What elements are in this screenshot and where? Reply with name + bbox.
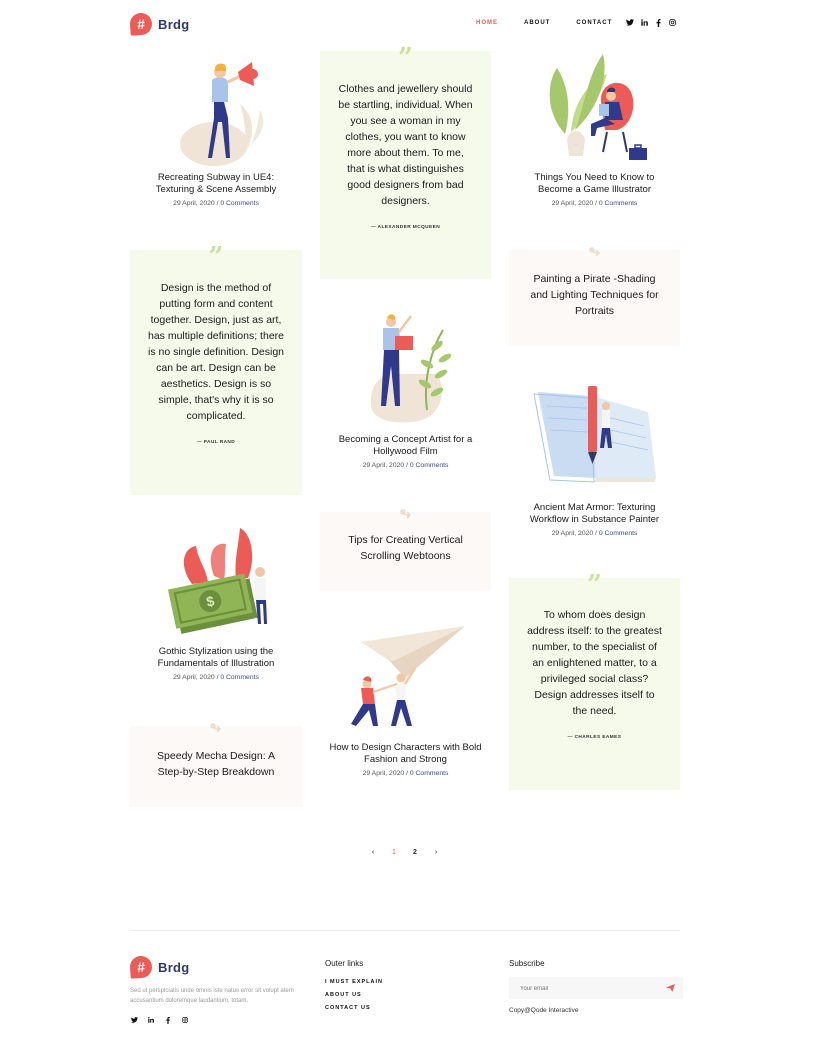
link-icon [589, 247, 601, 257]
post-date: 29 April, 2020 [362, 462, 405, 469]
quote-icon: ” [587, 570, 602, 600]
footer-social-links [130, 1017, 310, 1027]
nav-about[interactable]: ABOUT [524, 20, 551, 26]
link-icon [400, 509, 412, 519]
post-illustration-money [156, 524, 276, 638]
post-date: 29 April, 2020 [173, 674, 215, 681]
instagram-icon[interactable] [181, 1017, 189, 1027]
post-card[interactable] [320, 310, 491, 469]
facebook-icon[interactable] [164, 1017, 172, 1027]
footer-link-about-us[interactable]: ABOUT US [325, 992, 362, 998]
post-card[interactable] [509, 52, 680, 207]
link-card[interactable] [509, 250, 680, 346]
post-comments-link[interactable]: 0 Comments [220, 200, 259, 207]
post-date: 29 April, 2020 [362, 770, 405, 777]
post-illustration-megaphone [156, 58, 276, 164]
linkedin-icon[interactable] [640, 19, 648, 30]
post-illustration-concept-artist [351, 310, 461, 426]
post-comments-link[interactable]: 0 Comments [409, 462, 449, 469]
post-meta: 29 April, 2020 / 0 Comments [551, 530, 638, 537]
footer-brand-column [130, 956, 310, 1027]
quote-icon: ” [398, 43, 413, 73]
post-date: 29 April, 2020 [173, 200, 215, 207]
quote-icon: ” [208, 242, 224, 272]
post-title[interactable]: Gothic Stylization using the Fundamentals of Illustration [157, 646, 275, 669]
footer-link-i-must-explain[interactable]: I MUST EXPLAIN [325, 979, 384, 985]
footer-divider [130, 930, 680, 931]
post-card[interactable] [509, 382, 680, 537]
post-title[interactable]: Ancient Mat Armor: Texturing Workflow in Substance Painter [529, 502, 660, 525]
nav-contact[interactable]: CONTACT [576, 20, 613, 26]
post-comments-link[interactable]: 0 Comments [220, 674, 259, 681]
post-card[interactable] [130, 524, 302, 681]
quote-text: Design is the method of putting form and content together. Design, just as art, has multiple definitions; there is no single definition. Design can be art. Design can be aesthetics. Design is so simple, that's why it is so complicated. [148, 282, 284, 422]
quote-author: — CHARLES EAMES [567, 735, 622, 740]
post-meta: 29 April, 2020 / 0 Comments [362, 462, 449, 469]
quote-text: Clothes and jewellery should be startling, individual. When you see a woman in my clothes, you want to know more about them. To me, that is what distinguishes good designers from bad designers. [338, 83, 473, 207]
post-illustration-reading-chair [535, 52, 655, 164]
logo-badge-icon: # [129, 12, 152, 35]
quote-card [320, 43, 491, 279]
quote-author: — PAUL RAND [196, 440, 236, 445]
post-card[interactable] [130, 58, 302, 207]
pagination-next[interactable]: › [434, 849, 438, 856]
post-title[interactable]: Becoming a Concept Artist for a Hollywood Film [338, 434, 473, 457]
linkedin-icon[interactable] [147, 1017, 155, 1027]
twitter-icon[interactable] [626, 19, 634, 30]
link-text[interactable]: Speedy Mecha Design: A Step-by-Step Breakdown [157, 750, 275, 778]
site-logo[interactable] [130, 13, 190, 35]
post-illustration-book-pen [530, 382, 660, 494]
post-illustration-paper-plane [341, 622, 471, 734]
footer-description: Sed ut perspiciatis unde omnis iste natus error sit volupt atem accusantium doloremque laudantium, totam. [130, 988, 294, 1004]
email-field-wrapper [509, 977, 683, 999]
footer-subscribe-column [509, 959, 683, 1014]
facebook-icon[interactable] [654, 19, 662, 30]
pagination [368, 849, 441, 856]
link-card[interactable] [320, 512, 491, 591]
instagram-icon[interactable] [668, 19, 676, 30]
quote-text: To whom does design address itself: to the greatest number, to the specialist of an enlightened matter, to a privileged social class? Design addresses itself to the need. [527, 609, 662, 717]
email-field[interactable] [509, 978, 659, 1000]
post-meta: 29 April, 2020 / 0 Comments [551, 200, 638, 207]
post-title[interactable]: Recreating Subway in UE4: Texturing & Scene Assembly [155, 172, 277, 195]
nav-home[interactable]: HOME [476, 20, 498, 26]
copyright-text: Copy@Qode Interactive [509, 1007, 579, 1014]
pagination-prev[interactable]: ‹ [371, 849, 375, 856]
logo-text: Brdg [158, 959, 190, 975]
post-meta: 29 April, 2020 / 0 Comments [362, 770, 449, 777]
link-card[interactable] [130, 726, 302, 807]
subscribe-heading: Subscribe [509, 959, 545, 968]
post-date: 29 April, 2020 [551, 530, 594, 537]
pagination-page-1[interactable]: 1 [392, 849, 396, 856]
quote-card [130, 242, 302, 495]
post-date: 29 April, 2020 [551, 200, 594, 207]
post-comments-link[interactable]: 0 Comments [409, 770, 449, 777]
footer-link-contact-us[interactable]: CONTACT US [325, 1005, 371, 1011]
logo-text: Brdg [158, 16, 190, 32]
logo-badge-icon: # [129, 955, 152, 978]
post-title[interactable]: How to Design Characters with Bold Fashion and Strong [329, 742, 482, 765]
footer-outer-links-column [325, 959, 383, 1011]
post-comments-link[interactable]: 0 Comments [598, 530, 638, 537]
post-card[interactable] [320, 622, 491, 777]
link-text[interactable]: Painting a Pirate -Shading and Lighting Techniques for Portraits [530, 273, 659, 317]
quote-author: — ALEXANDER MCQUEEN [370, 225, 441, 230]
footer-logo[interactable] [130, 956, 310, 978]
svg-text:$: $ [204, 592, 216, 610]
post-meta: 29 April, 2020 / 0 Comments [173, 200, 259, 207]
quote-card [509, 570, 680, 790]
post-meta: 29 April, 2020 / 0 Comments [173, 674, 259, 681]
post-comments-link[interactable]: 0 Comments [598, 200, 638, 207]
link-text[interactable]: Tips for Creating Vertical Scrolling Webtoons [348, 534, 463, 562]
send-icon[interactable] [666, 984, 675, 992]
link-icon [210, 723, 222, 733]
outer-links-heading: Outer links [325, 959, 364, 968]
post-title[interactable]: Things You Need to Know to Become a Game Illustrator [534, 172, 655, 195]
pagination-page-2[interactable]: 2 [413, 849, 417, 856]
main-nav [476, 20, 638, 26]
header-social-links [626, 19, 676, 30]
twitter-icon[interactable] [130, 1017, 138, 1027]
